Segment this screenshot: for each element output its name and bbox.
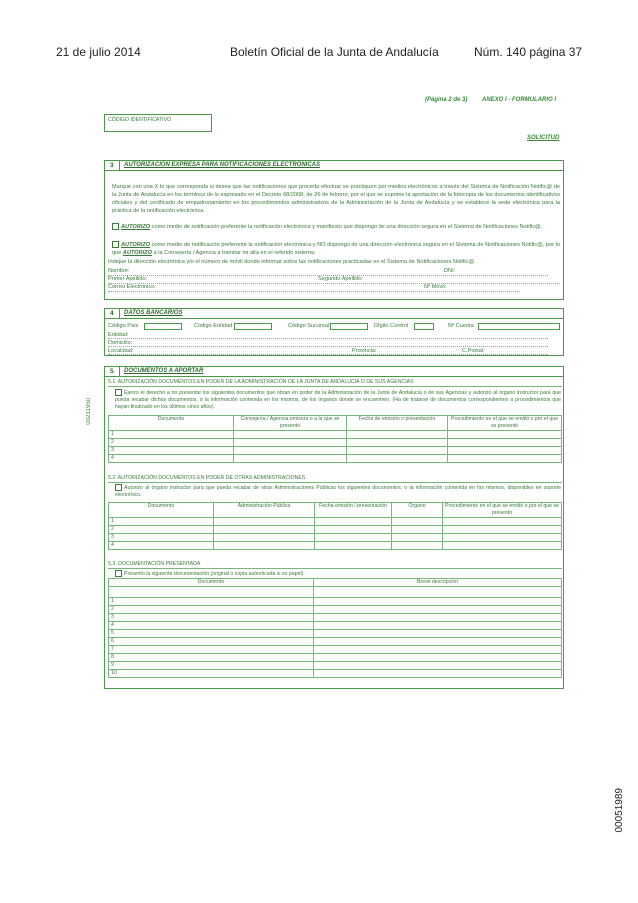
row-number: 8	[109, 654, 314, 662]
header-publication: Boletín Oficial de la Junta de Andalucía	[230, 45, 439, 59]
s53-header-document: Documento	[109, 579, 314, 587]
s51-title: 5.1. AUTORIZACIÓN DOCUMENTOS EN PODER DE LA ADMINISTRACIÓN DE LA JUNTA DE ANDALUCÍA O DE SUS AGENCIAS	[108, 379, 562, 387]
row-number: 3	[109, 534, 214, 542]
row-number: 7	[109, 646, 314, 654]
table-row	[109, 431, 562, 439]
table-row	[109, 614, 562, 622]
s52-title: 5.2. AUTORIZACIÓN DOCUMENTOS EN PODER DE OTRAS ADMINISTRACIONES	[108, 475, 562, 483]
option-2[interactable]	[112, 241, 560, 257]
bank-locality-row[interactable]	[108, 347, 548, 355]
row-number: 9	[109, 662, 314, 670]
control-digit-label: Dígito Control	[374, 323, 409, 329]
s52-text: Autorizo al órgano instructor para que pueda recabar de otras Administraciones Públicas los siguientes documentos, o la información contenida en los mismos, disponibles en soporte electrónico.	[115, 484, 561, 499]
bank-postal-label: C.Postal:	[462, 348, 485, 354]
section-5-header	[105, 367, 563, 377]
row-number: 10	[109, 670, 314, 678]
table-row	[109, 654, 562, 662]
table-row	[109, 662, 562, 670]
row-number: 1	[109, 518, 214, 526]
s53-checkbox[interactable]	[115, 570, 122, 577]
table-row	[109, 534, 562, 542]
option-2-bold-2: AUTORIZO	[122, 250, 153, 256]
table-row	[109, 542, 562, 550]
s51-header-procedure: Procedimiento en el que se emitió o por el que se presentó	[448, 416, 562, 431]
surname1-label: Primer Apellido:	[108, 276, 148, 282]
email-row[interactable]	[108, 283, 520, 292]
row-number: 2	[109, 606, 314, 614]
table-row	[109, 526, 562, 534]
option-2-checkbox[interactable]	[112, 241, 119, 248]
row-number: 4	[109, 542, 214, 550]
section-3-number: 3	[110, 162, 114, 169]
table-row	[109, 598, 562, 606]
section-4-header	[105, 309, 563, 319]
table-row	[109, 630, 562, 638]
surname2-label: Segundo Apellido:	[318, 276, 364, 282]
option-2-text: como medio de notificación preferente la notificación electrónica y NO dispongo de una dirección electrónica segura en el Sistema de Notificaciones Notific@, por lo que	[112, 242, 560, 256]
option-1-bold: AUTORIZO	[121, 224, 151, 230]
s52-header-document: Documento	[109, 503, 214, 518]
table-row	[109, 606, 562, 614]
option-1-checkbox[interactable]	[112, 223, 119, 230]
section-5-title: DOCUMENTOS A APORTAR	[124, 368, 204, 374]
dni-label: DNI:	[444, 268, 456, 274]
s51-header-agency: Consejería / Agencia emisora o a la que se presentó	[234, 416, 347, 431]
section-4	[104, 308, 564, 356]
s52-header-procedure: Procedimiento en el que se emitió o por el que se presentó	[443, 503, 562, 518]
bank-address-row[interactable]	[108, 339, 548, 347]
s53-title: 5.3. DOCUMENTACIÓN PRESENTADA	[108, 561, 562, 569]
row-number: 1	[109, 598, 314, 606]
s53-table	[108, 578, 562, 678]
branch-code-label: Código Sucursal	[288, 323, 330, 329]
right-margin-code: 00051989	[614, 788, 625, 833]
s53-consent[interactable]	[115, 570, 561, 578]
s52-consent[interactable]	[115, 484, 561, 499]
header-date: 21 de julio 2014	[56, 45, 141, 59]
section-3-intro: Marque con una X lo que corresponda si desea que las notificaciones que proceda efectuar se practiquen por medios electrónicos a través del Sistema de Notificación Notific@ de la Junta de Andalucía en los términos de lo expresado en el Decreto 68/2008, de 26 de febrero, por el que se suprime la aportación de la fotocopia de los documentos identificativos oficiales y del certificado de empadronamiento en los procedimientos administrativos de la Administración de la Junta de Andalucía y se establece la sede electrónica para la práctica de la notificación electrónica.	[112, 184, 560, 214]
bank-locality-label: Localidad:	[108, 348, 134, 354]
section-3-header	[105, 161, 563, 171]
s52-header-administration: Administración Pública	[214, 503, 315, 518]
bank-entity-label: Entidad:	[108, 332, 129, 338]
row-number: 5	[109, 630, 314, 638]
table-row	[109, 622, 562, 630]
table-row	[109, 455, 562, 463]
request-label: SOLICITUD	[527, 135, 560, 141]
table-row	[109, 670, 562, 678]
table-row	[109, 638, 562, 646]
table-row	[109, 439, 562, 447]
s52-header-date: Fecha emisión / presentación	[315, 503, 392, 518]
s52-header-organ: Órgano	[392, 503, 443, 518]
section-3-title: AUTORIZACIÓN EXPRESA PARA NOTIFICACIONES ELECTRÓNICAS	[124, 162, 321, 168]
table-row	[109, 447, 562, 455]
section-4-title: DATOS BANCARIOS	[124, 310, 183, 316]
country-code-label: Código País	[108, 323, 139, 329]
left-margin-code: 00231950	[86, 398, 92, 425]
s51-consent[interactable]	[115, 389, 561, 411]
row-number: 1	[109, 431, 234, 439]
row-number: 3	[109, 614, 314, 622]
table-row	[109, 587, 562, 598]
section-5	[104, 366, 564, 689]
s53-text: Presento la siguiente documentación (original o copia autenticada si es papel).	[124, 570, 305, 577]
row-number: 2	[109, 526, 214, 534]
option-2-bold: AUTORIZO	[121, 242, 151, 248]
table-row	[109, 518, 562, 526]
page-indicator: (Página 2 de 3)	[425, 97, 468, 103]
row-number: 6	[109, 638, 314, 646]
entity-code-label: Código Entidad	[194, 323, 233, 329]
email-label: Correo Electrónico:	[108, 284, 156, 290]
row-number: 4	[109, 455, 234, 463]
s51-header-document: Documento	[109, 416, 234, 431]
bank-province-label: Provincia:	[352, 348, 377, 354]
bank-entity-row[interactable]	[108, 331, 548, 339]
mobile-label: Nº Móvil:	[424, 284, 447, 290]
row-number: 2	[109, 439, 234, 447]
section-4-number: 4	[110, 310, 114, 317]
option-2-text-2: a la Consejería / Agencia a tramitar mi alta en el referido sistema.	[153, 250, 316, 256]
s51-table	[108, 415, 562, 463]
section-5-number: 5	[110, 368, 114, 375]
option-1-text: como medio de notificación preferente la notificación electrónica y manifiesto que dispongo de una dirección segura en el Sistema de Notificaciones Notific@.	[151, 224, 543, 230]
section-3	[104, 160, 564, 300]
annex-title: ANEXO I - FORMULARIO I	[482, 97, 556, 103]
address-prompt: Indique la dirección electrónica y/o el número de móvil donde informar sobre las notificaciones practicadas en el Sistema de Notificaciones Notific@.	[108, 259, 476, 265]
row-number: 3	[109, 447, 234, 455]
s51-checkbox[interactable]	[115, 389, 122, 396]
s52-checkbox[interactable]	[115, 484, 122, 491]
s51-header-date: Fecha de emisión o presentación	[347, 416, 448, 431]
id-code-box[interactable]	[104, 114, 212, 132]
header-number: Núm. 140 página 37	[474, 45, 583, 59]
s51-text: Ejerzo el derecho a no presentar los siguientes documentos que obran en poder de la Administración de la Junta de Andalucía o de sus Agencias y autorizo al órgano instructor para que pueda recabar dichos documentos, o la información contenida en los mismos, de los órganos donde se encuentren. (Ha de tratarse de documentos correspondientes a procedimientos que hayan finalizado en los últimos cinco años).	[115, 389, 561, 411]
option-1[interactable]	[112, 223, 560, 231]
id-code-label: CÓDIGO IDENTIFICATIVO	[108, 117, 172, 123]
account-no-label: Nº Cuenta	[448, 323, 474, 329]
bank-address-label: Domicilio:	[108, 340, 133, 346]
s53-header-description: Breve descripción	[314, 579, 562, 587]
table-row	[109, 646, 562, 654]
s52-table	[108, 502, 562, 550]
row-number: 4	[109, 622, 314, 630]
name-label: Nombre:	[108, 268, 130, 274]
